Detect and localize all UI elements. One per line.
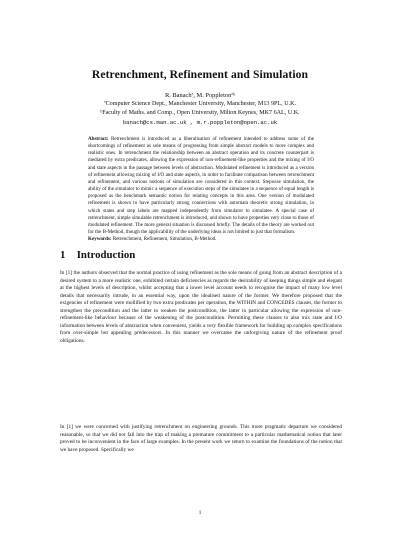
abstract-label: Abstract: bbox=[88, 136, 109, 142]
abstract bbox=[88, 136, 314, 243]
body-paragraph-2: In [1] we were concerned with justifying retrenchment on engineering grounds. This more pragmatic departure we considered reasonable, so that we did not fall into the trap of making a premature commitment to a particular mathematical notion that later proved to be inconvenient in the face of large examples. In the present work we return to examine the foundations of the notion that we have proposed. Specifically we bbox=[60, 424, 342, 453]
body-paragraph-1: In [1] the authors observed that the normal practice of using refinement as the sole means of going from an abstract description of a desired system to a more realistic one, exhibited certain deficiencies as regards the desirability of keeping things simple and elegant at the highest levels of description, whilst accepting that a lower level account needs to recognise the impact of many low level details that necessarily intrude, in an essential way, upon the idealised nature of the former. We therefore proposed that the exigencies of refinement were mollified by two extra predicates per operation, the WITHIN and CONCEDES clauses, the former to strengthen the precondition and the latter to weaken the postcondition, the latter in particular allowing the expression of non-refinement-like behaviour because of the weakening of the postcondition. Permitting these clauses to also mix state and I/O information between levels of abstraction when convenient, yields a very flexible framework for building up complex specifications from over-simple but appealing predecessors. In this manner we overcame the unforgiving nature of the refinement proof obligations. bbox=[60, 270, 342, 344]
page-number: 1 bbox=[198, 510, 202, 516]
affiliation-1: ªComputer Science Dept., Manchester University, Manchester, M13 9PL, U.K. bbox=[103, 101, 297, 107]
author-list: R. Banachª, M. Poppletonªᵇ bbox=[164, 92, 236, 99]
author-emails: banach@cs.man.ac.uk , m.r.poppleton@open.ac.uk bbox=[122, 119, 278, 126]
abstract-text: Retrenchment is introduced as a liberalisation of refinement intended to address some of the shortcomings of refinement as sole means of progressing from simple abstract models to more complex and realistic ones. In retrenchment the relationship between an abstract operation and its concrete counterpart is mediated by extra predicates, allowing the expression of non-refinement-like properties and the mixing of I/O and state aspects in the passage between levels of abstraction. Modulated refinement is introduced as a version of refinement allowing mixing of I/O and state aspects, in order to facilitate comparison between retrenchment and refinement, and various notions of simulation are considered in this context. Stepwise simulation, the ability of the simulator to mimic a sequence of execution steps of the simulatee in a sequence of equal length is proposed as the benchmark semantic notion for relating concepts in this area. One version of modulated refinement is shown to have particularly strong connections with automata theoretic strong simulation, in which states and step labels are mapped independently from simulator to simulatee. A special case of retrenchment, simple simulable retrenchment is introduced, and shown to have properties very close to those of modulated refinement. The more general situation is discussed briefly. The details of the theory are worked out for the B-Method, though the applicability of the underlying ideas is not limited to just that formalism. bbox=[88, 136, 314, 236]
affiliation-2: ᵇFaculty of Maths. and Comp., Open University, Milton Keynes, MK7 6AL, U.K. bbox=[100, 110, 300, 116]
paper-title: Retrenchment, Refinement and Simulation bbox=[91, 68, 309, 81]
section-number: 1 bbox=[60, 249, 66, 261]
section-title: Introduction bbox=[76, 249, 136, 261]
keywords-text: Retrenchment, Refinement, Simulation, B-Method. bbox=[112, 236, 217, 243]
keywords-label: Keywords: bbox=[88, 236, 112, 243]
section-heading bbox=[60, 249, 340, 261]
